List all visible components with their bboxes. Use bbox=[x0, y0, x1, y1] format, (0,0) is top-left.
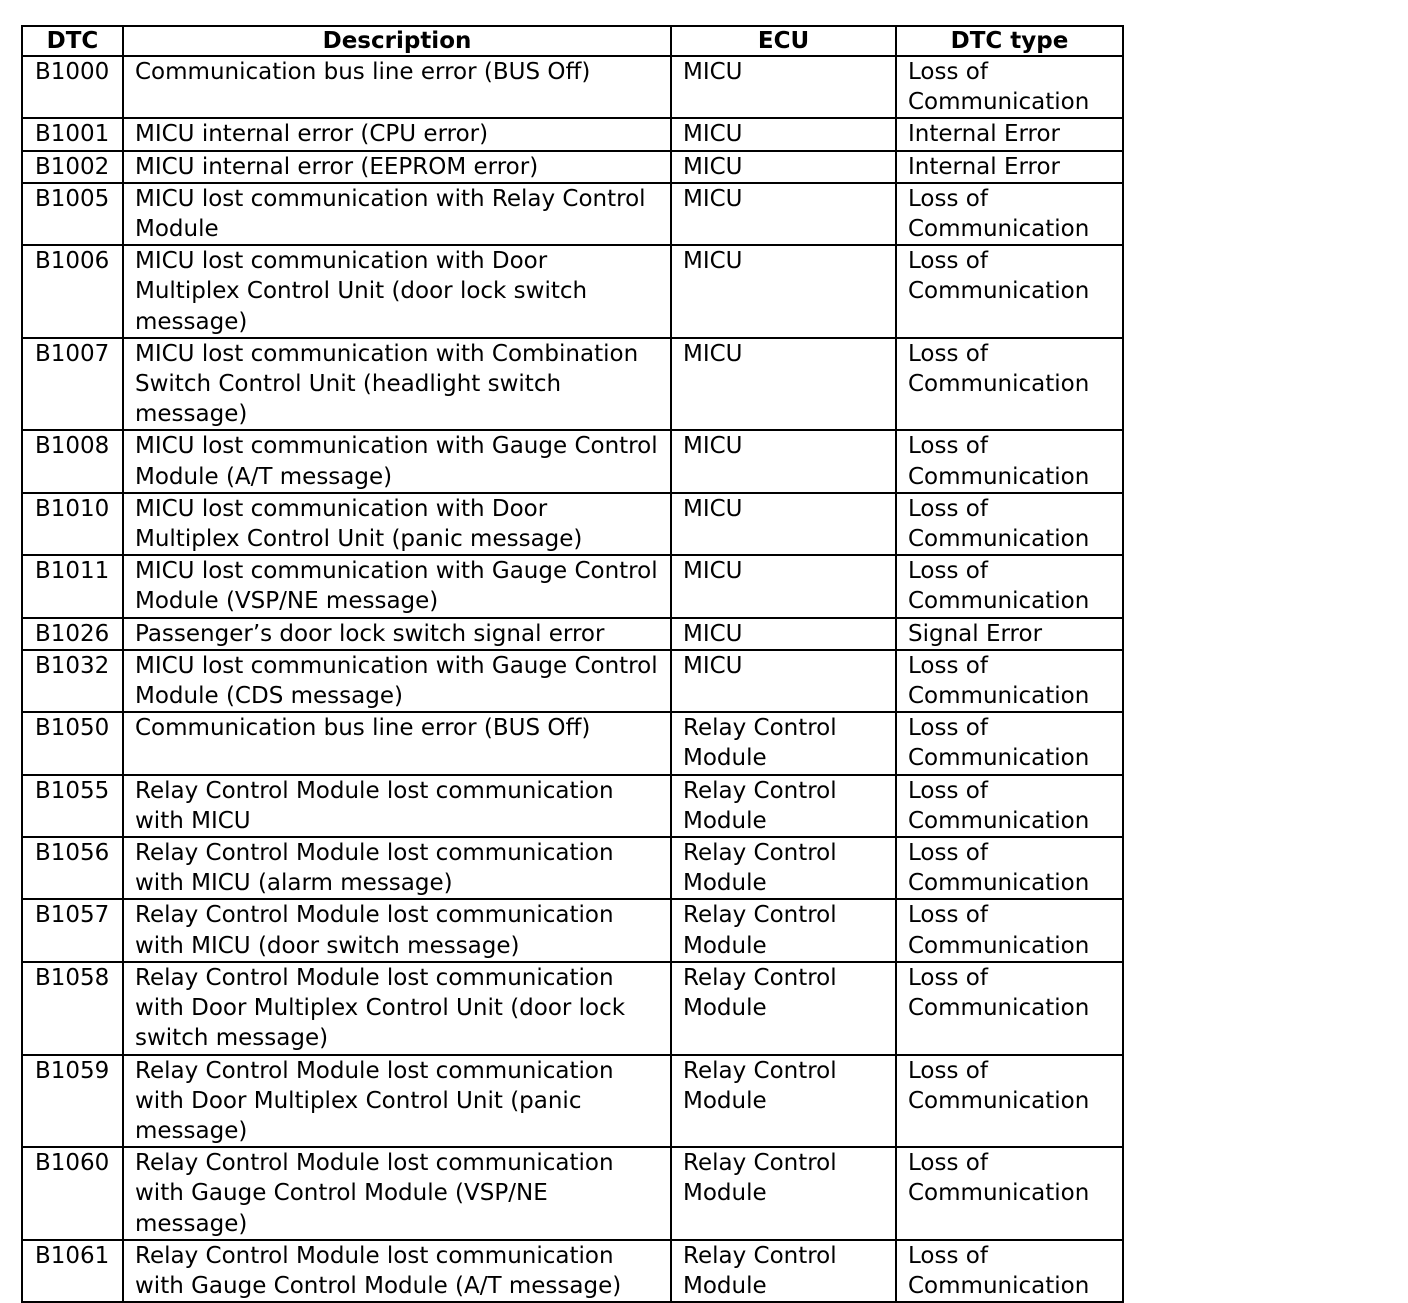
cell-dtc: B1011 bbox=[22, 555, 123, 617]
header-ecu: ECU bbox=[671, 26, 896, 56]
cell-description: Relay Control Module lost communication with MICU (alarm message) bbox=[123, 837, 671, 899]
cell-ecu: MICU bbox=[671, 183, 896, 245]
cell-dtc: B1057 bbox=[22, 899, 123, 961]
cell-ecu: MICU bbox=[671, 338, 896, 431]
cell-dtc: B1061 bbox=[22, 1240, 123, 1302]
table-row bbox=[22, 338, 1123, 431]
cell-ecu: Relay Control Module bbox=[671, 1240, 896, 1302]
cell-dtc: B1007 bbox=[22, 338, 123, 431]
table-row bbox=[22, 712, 1123, 774]
cell-dtc: B1001 bbox=[22, 118, 123, 150]
table-row bbox=[22, 775, 1123, 837]
cell-dtc-type: Signal Error bbox=[896, 618, 1123, 650]
cell-dtc-type: Loss of Communication bbox=[896, 1055, 1123, 1148]
cell-description: Relay Control Module lost communication with Door Multiplex Control Unit (door lock switch message) bbox=[123, 962, 671, 1055]
cell-dtc-type: Internal Error bbox=[896, 151, 1123, 183]
cell-dtc-type: Internal Error bbox=[896, 118, 1123, 150]
cell-dtc-type: Loss of Communication bbox=[896, 56, 1123, 118]
cell-dtc-type: Loss of Communication bbox=[896, 430, 1123, 492]
table-row bbox=[22, 962, 1123, 1055]
cell-dtc-type: Loss of Communication bbox=[896, 712, 1123, 774]
cell-dtc: B1032 bbox=[22, 650, 123, 712]
cell-ecu: MICU bbox=[671, 245, 896, 338]
table-row bbox=[22, 899, 1123, 961]
table-row bbox=[22, 56, 1123, 118]
cell-dtc: B1056 bbox=[22, 837, 123, 899]
header-row bbox=[22, 26, 1123, 56]
table-row bbox=[22, 245, 1123, 338]
cell-description: MICU lost communication with Gauge Control Module (VSP/NE message) bbox=[123, 555, 671, 617]
cell-description: MICU lost communication with Door Multiplex Control Unit (door lock switch message) bbox=[123, 245, 671, 338]
header-dtc-type: DTC type bbox=[896, 26, 1123, 56]
cell-ecu: Relay Control Module bbox=[671, 712, 896, 774]
cell-dtc-type: Loss of Communication bbox=[896, 338, 1123, 431]
cell-dtc-type: Loss of Communication bbox=[896, 1147, 1123, 1240]
cell-description: Passenger’s door lock switch signal error bbox=[123, 618, 671, 650]
cell-dtc: B1060 bbox=[22, 1147, 123, 1240]
table-row bbox=[22, 430, 1123, 492]
cell-ecu: Relay Control Module bbox=[671, 962, 896, 1055]
table-row bbox=[22, 555, 1123, 617]
cell-description: Communication bus line error (BUS Off) bbox=[123, 712, 671, 774]
table-row bbox=[22, 118, 1123, 150]
cell-dtc: B1055 bbox=[22, 775, 123, 837]
cell-description: MICU lost communication with Gauge Control Module (A/T message) bbox=[123, 430, 671, 492]
cell-ecu: Relay Control Module bbox=[671, 899, 896, 961]
cell-description: Communication bus line error (BUS Off) bbox=[123, 56, 671, 118]
cell-dtc: B1059 bbox=[22, 1055, 123, 1148]
cell-ecu: MICU bbox=[671, 618, 896, 650]
table-row bbox=[22, 837, 1123, 899]
cell-description: MICU lost communication with Gauge Control Module (CDS message) bbox=[123, 650, 671, 712]
cell-dtc-type: Loss of Communication bbox=[896, 775, 1123, 837]
cell-dtc: B1006 bbox=[22, 245, 123, 338]
table-row bbox=[22, 183, 1123, 245]
cell-dtc-type: Loss of Communication bbox=[896, 183, 1123, 245]
cell-dtc-type: Loss of Communication bbox=[896, 650, 1123, 712]
cell-ecu: MICU bbox=[671, 555, 896, 617]
cell-dtc: B1005 bbox=[22, 183, 123, 245]
cell-description: Relay Control Module lost communication with Gauge Control Module (A/T message) bbox=[123, 1240, 671, 1302]
header-description: Description bbox=[123, 26, 671, 56]
cell-ecu: MICU bbox=[671, 151, 896, 183]
cell-dtc: B1008 bbox=[22, 430, 123, 492]
cell-dtc-type: Loss of Communication bbox=[896, 899, 1123, 961]
cell-dtc-type: Loss of Communication bbox=[896, 1240, 1123, 1302]
table-header bbox=[22, 26, 1123, 56]
cell-description: Relay Control Module lost communication with MICU (door switch message) bbox=[123, 899, 671, 961]
cell-ecu: MICU bbox=[671, 56, 896, 118]
cell-ecu: MICU bbox=[671, 118, 896, 150]
cell-dtc: B1026 bbox=[22, 618, 123, 650]
table-row bbox=[22, 650, 1123, 712]
cell-dtc-type: Loss of Communication bbox=[896, 962, 1123, 1055]
cell-ecu: MICU bbox=[671, 430, 896, 492]
cell-ecu: Relay Control Module bbox=[671, 775, 896, 837]
header-dtc: DTC bbox=[22, 26, 123, 56]
cell-ecu: MICU bbox=[671, 650, 896, 712]
cell-ecu: Relay Control Module bbox=[671, 837, 896, 899]
cell-ecu: Relay Control Module bbox=[671, 1147, 896, 1240]
cell-dtc: B1010 bbox=[22, 493, 123, 555]
cell-dtc: B1002 bbox=[22, 151, 123, 183]
cell-description: MICU lost communication with Door Multiplex Control Unit (panic message) bbox=[123, 493, 671, 555]
cell-description: Relay Control Module lost communication with Gauge Control Module (VSP/NE message) bbox=[123, 1147, 671, 1240]
cell-description: Relay Control Module lost communication with MICU bbox=[123, 775, 671, 837]
cell-description: Relay Control Module lost communication with Door Multiplex Control Unit (panic message) bbox=[123, 1055, 671, 1148]
cell-dtc-type: Loss of Communication bbox=[896, 493, 1123, 555]
table-row bbox=[22, 151, 1123, 183]
cell-ecu: Relay Control Module bbox=[671, 1055, 896, 1148]
table-row bbox=[22, 1147, 1123, 1240]
cell-dtc-type: Loss of Communication bbox=[896, 245, 1123, 338]
cell-dtc: B1058 bbox=[22, 962, 123, 1055]
cell-dtc-type: Loss of Communication bbox=[896, 837, 1123, 899]
table-row bbox=[22, 1055, 1123, 1148]
cell-ecu: MICU bbox=[671, 493, 896, 555]
cell-description: MICU internal error (CPU error) bbox=[123, 118, 671, 150]
cell-description: MICU internal error (EEPROM error) bbox=[123, 151, 671, 183]
cell-dtc: B1000 bbox=[22, 56, 123, 118]
dtc-table bbox=[21, 25, 1124, 1303]
table-row bbox=[22, 618, 1123, 650]
table-row bbox=[22, 493, 1123, 555]
table-row bbox=[22, 1240, 1123, 1302]
cell-description: MICU lost communication with Relay Control Module bbox=[123, 183, 671, 245]
table-body bbox=[22, 56, 1123, 1302]
cell-description: MICU lost communication with Combination Switch Control Unit (headlight switch message) bbox=[123, 338, 671, 431]
cell-dtc-type: Loss of Communication bbox=[896, 555, 1123, 617]
cell-dtc: B1050 bbox=[22, 712, 123, 774]
